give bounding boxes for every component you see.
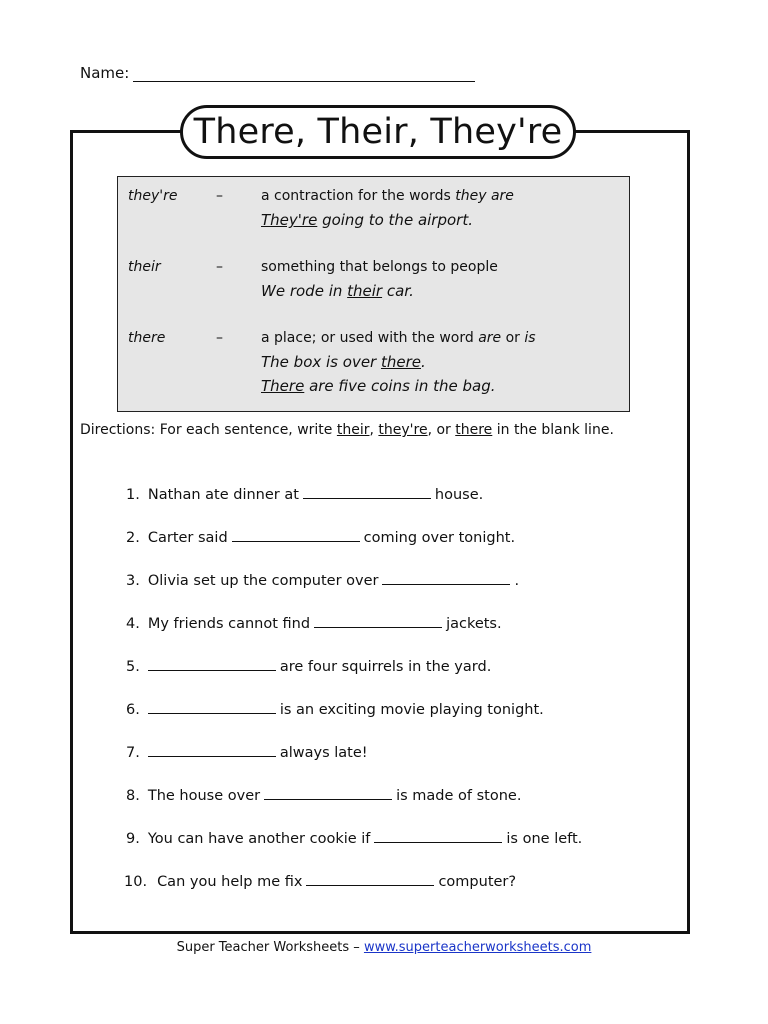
answer-blank[interactable] <box>148 744 276 757</box>
definition-word: there <box>128 330 166 346</box>
answer-blank[interactable] <box>148 658 276 671</box>
name-row <box>80 64 475 82</box>
question-text-before: Carter said <box>147 530 228 546</box>
definition-meaning: a place; or used with the word are or is <box>261 330 536 346</box>
question-text-after: always late! <box>279 745 368 761</box>
definition-example-2: There are five coins in the bag. <box>261 377 496 395</box>
definitions-box <box>117 176 630 412</box>
definition-example: We rode in their car. <box>261 282 414 300</box>
footer <box>0 940 768 955</box>
answer-blank[interactable] <box>148 701 276 714</box>
definition-dash: – <box>216 330 223 346</box>
question-text-after: jackets. <box>446 616 502 632</box>
question-item <box>126 615 502 643</box>
question-number: 1. <box>126 487 140 503</box>
question-text-after: house. <box>434 487 484 503</box>
definition-dash: – <box>216 188 223 204</box>
question-number: 5. <box>126 659 140 675</box>
question-item <box>126 701 544 729</box>
definition-word: their <box>128 259 161 275</box>
question-number: 9. <box>126 831 140 847</box>
question-item <box>126 744 368 772</box>
answer-blank[interactable] <box>314 615 442 628</box>
answer-blank[interactable] <box>232 529 360 542</box>
question-number: 8. <box>126 788 140 804</box>
question-item <box>126 787 521 815</box>
question-text-before: Can you help me fix <box>157 874 303 890</box>
answer-blank[interactable] <box>264 787 392 800</box>
question-item <box>126 658 491 686</box>
question-text-after: are four squirrels in the yard. <box>279 659 492 675</box>
question-number: 4. <box>126 616 140 632</box>
question-text-after: is made of stone. <box>396 788 522 804</box>
question-number: 6. <box>126 702 140 718</box>
question-number: 3. <box>126 573 140 589</box>
footer-link[interactable]: www.superteacherworksheets.com <box>363 940 592 955</box>
answer-blank[interactable] <box>303 486 431 499</box>
question-text-after: is an exciting movie playing tonight. <box>279 702 544 718</box>
definition-meaning: something that belongs to people <box>261 259 498 275</box>
question-text-before: You can have another cookie if <box>147 831 371 847</box>
footer-text: Super Teacher Worksheets – <box>176 940 364 955</box>
question-text-before: Nathan ate dinner at <box>147 487 299 503</box>
question-number: 7. <box>126 745 140 761</box>
question-text-after: is one left. <box>506 831 583 847</box>
question-text-after: coming over tonight. <box>363 530 516 546</box>
question-item <box>126 572 519 600</box>
question-text-before: My friends cannot find <box>147 616 311 632</box>
name-label: Name: <box>80 64 130 82</box>
definition-example: They're going to the airport. <box>261 211 473 229</box>
definition-dash: – <box>216 259 223 275</box>
question-number: 10. <box>124 874 148 890</box>
name-field[interactable] <box>133 65 475 82</box>
answer-blank[interactable] <box>382 572 510 585</box>
question-text-before: The house over <box>147 788 261 804</box>
directions: Directions: For each sentence, write their, they're, or there in the blank line. <box>80 422 614 438</box>
definition-meaning: a contraction for the words they are <box>261 188 514 204</box>
question-text-after: computer? <box>438 874 517 890</box>
answer-blank[interactable] <box>374 830 502 843</box>
definition-word: they're <box>128 188 178 204</box>
answer-blank[interactable] <box>306 873 434 886</box>
question-item <box>124 873 516 901</box>
question-text-before: Olivia set up the computer over <box>147 573 379 589</box>
definition-example: The box is over there. <box>261 353 426 371</box>
question-item <box>126 830 582 858</box>
worksheet-title: There, Their, They're <box>180 105 576 159</box>
question-item <box>126 529 515 557</box>
question-text-after: . <box>514 573 520 589</box>
question-item <box>126 486 483 514</box>
question-number: 2. <box>126 530 140 546</box>
